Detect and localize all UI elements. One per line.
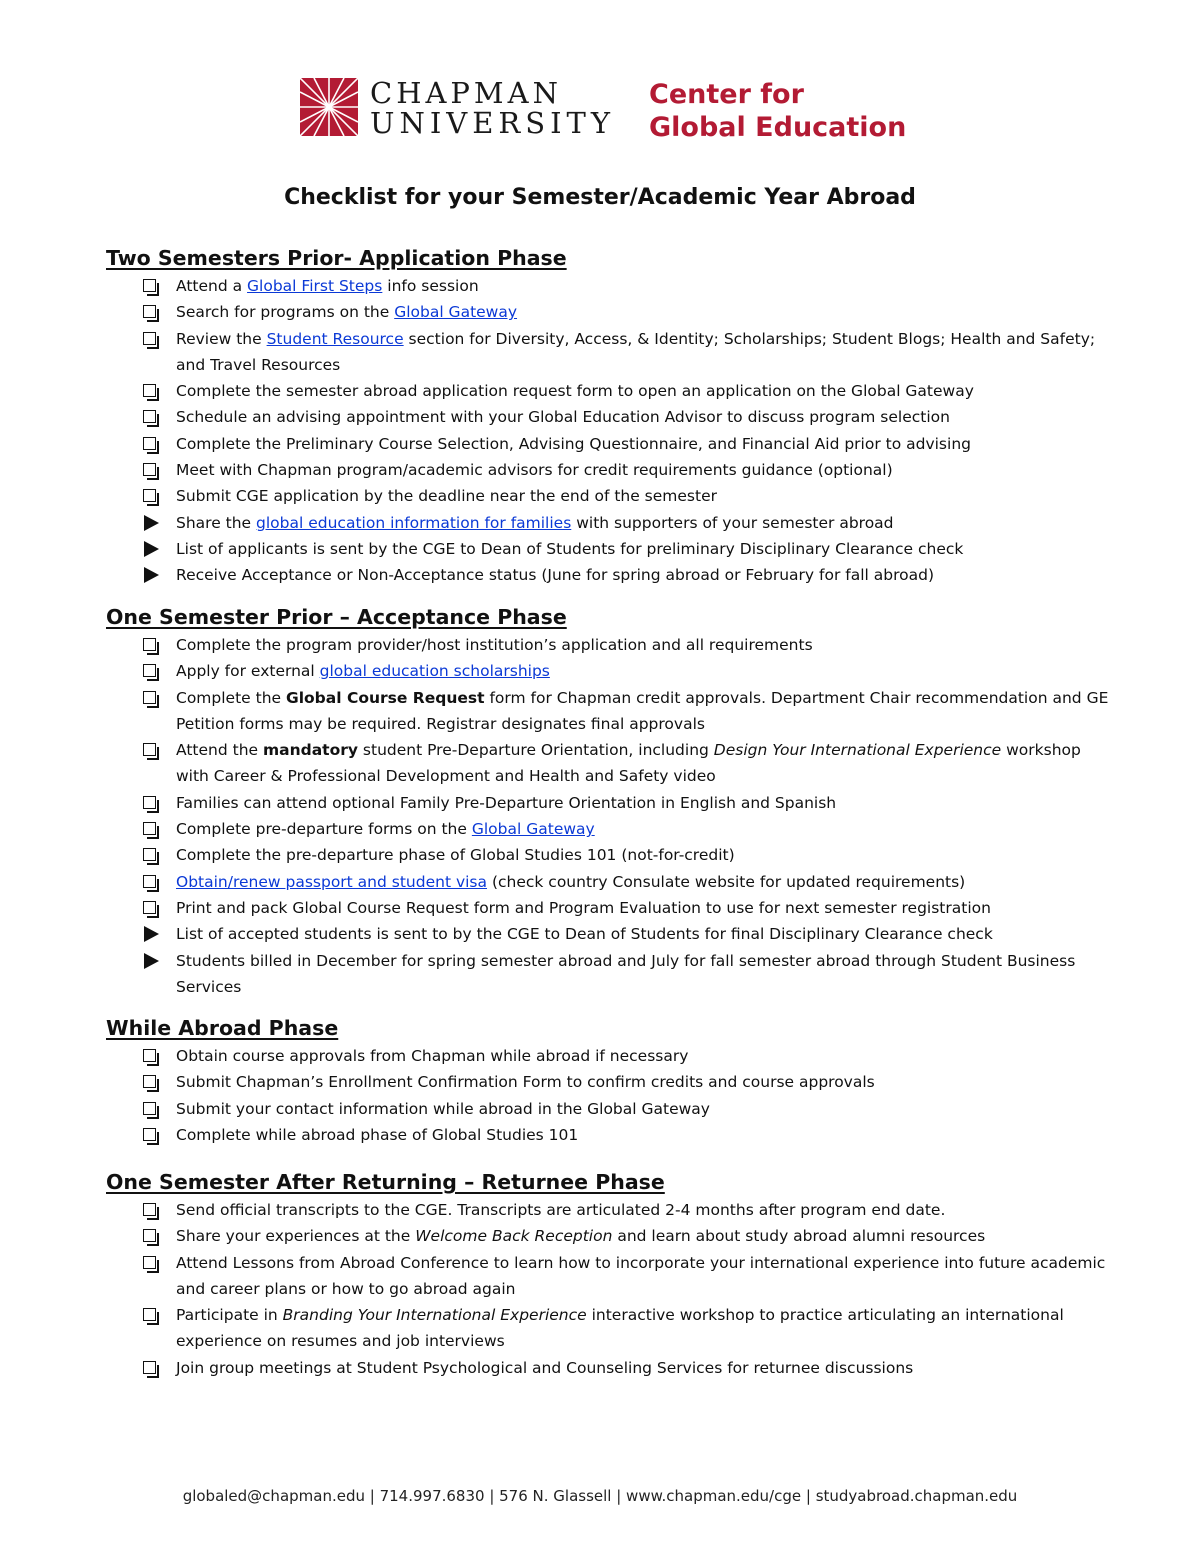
checklist-item <box>106 1096 1111 1122</box>
checklist-item <box>106 658 1111 684</box>
item-text: Attend the <box>176 741 263 760</box>
item-text: Complete while abroad phase of Global Studies 101 <box>176 1125 579 1144</box>
item-text: Search for programs on the <box>176 303 395 322</box>
item-text: Share the <box>176 513 257 532</box>
arrow-bullet-icon <box>144 926 159 942</box>
page-title: Checklist for your Semester/Academic Year Abroad <box>284 185 916 210</box>
checkbox-icon[interactable] <box>143 796 156 809</box>
item-link[interactable]: global education scholarships <box>319 662 550 681</box>
item-text: Obtain course approvals from Chapman while abroad if necessary <box>176 1047 689 1065</box>
item-text: Review the <box>176 329 267 348</box>
checkbox-icon[interactable] <box>143 1361 156 1374</box>
checkbox-icon[interactable] <box>143 1102 156 1115</box>
footer-contact: globaled@chapman.edu | 714.997.6830 | 576 N. Glassell | www.chapman.edu/cge | studyabroad.chapman.edu <box>182 1487 1018 1505</box>
checklist-item <box>106 632 1111 658</box>
section-heading: Two Semesters Prior- Application Phase <box>106 246 567 270</box>
checklist-item <box>106 431 1111 457</box>
checklist-item <box>106 404 1111 430</box>
checklist-item <box>106 483 1111 509</box>
item-bold-text: Global Course Request <box>286 688 485 707</box>
checkbox-icon[interactable] <box>143 822 156 835</box>
item-text: Meet with Chapman program/academic advisors for credit requirements guidance (optional) <box>176 461 893 480</box>
checklist <box>106 1197 1106 1381</box>
department-line1: Center for <box>649 79 804 110</box>
checklist-section <box>106 602 1109 1000</box>
item-text: Apply for external <box>176 662 320 681</box>
item-text: Complete the Preliminary Course Selection, Advising Questionnaire, and Financial Aid prior to advising <box>176 434 971 453</box>
checklist-item <box>106 895 1111 921</box>
checkbox-icon[interactable] <box>143 410 156 423</box>
checkbox-icon[interactable] <box>143 901 156 914</box>
checklist-item <box>106 273 1111 299</box>
item-text: Complete the <box>176 688 286 707</box>
checklist-item <box>106 1302 1111 1355</box>
item-text: interactive workshop to practice articulating an international experience on resumes and job interviews <box>176 1306 1064 1351</box>
item-text: List of applicants is sent by the CGE to Dean of Students for preliminary Disciplinary Clearance check <box>176 539 964 558</box>
item-text: student Pre-Departure Orientation, including <box>358 741 714 760</box>
university-line2: UNIVERSITY <box>370 106 616 140</box>
university-name <box>370 78 615 138</box>
checkbox-icon[interactable] <box>143 305 156 318</box>
chapman-logo-icon <box>300 78 358 136</box>
item-text: Submit your contact information while abroad in the Global Gateway <box>176 1099 710 1118</box>
checklist-item <box>106 510 1111 536</box>
checklist-item <box>106 1250 1111 1303</box>
item-text: info session <box>382 277 479 295</box>
item-text: Participate in <box>176 1306 283 1325</box>
checkbox-icon[interactable] <box>143 1049 156 1062</box>
item-link[interactable]: Global First Steps <box>247 277 383 295</box>
checkbox-icon[interactable] <box>143 1308 156 1321</box>
item-text: Complete the pre-departure phase of Global Studies 101 (not-for-credit) <box>176 846 735 865</box>
checklist-item <box>106 948 1111 1001</box>
section-heading: One Semester Prior – Acceptance Phase <box>106 605 567 629</box>
item-text: workshop with Career & Professional Development and Health and Safety video <box>176 741 1081 786</box>
item-text: (check country Consulate website for updated requirements) <box>487 872 966 891</box>
checkbox-icon[interactable] <box>143 437 156 450</box>
checkbox-icon[interactable] <box>143 384 156 397</box>
item-text: Attend a <box>176 277 248 295</box>
checkbox-icon[interactable] <box>143 332 156 345</box>
department-name <box>649 78 906 144</box>
item-text: Complete the program provider/host institution’s application and all requirements <box>176 636 813 654</box>
checkbox-icon[interactable] <box>143 463 156 476</box>
arrow-bullet-icon <box>144 953 159 969</box>
checklist <box>106 632 1109 1000</box>
checklist-item <box>106 816 1111 842</box>
item-text: Students billed in December for spring semester abroad and July for fall semester abroad through Student Business Services <box>176 951 1076 996</box>
section-heading: One Semester After Returning – Returnee Phase <box>106 1170 665 1194</box>
item-text: Join group meetings at Student Psychological and Counseling Services for returnee discussions <box>176 1358 914 1377</box>
checklist-item <box>106 1223 1111 1249</box>
item-text: List of accepted students is sent to by the CGE to Dean of Students for final Disciplinary Clearance check <box>176 925 993 944</box>
checklist-item <box>106 1197 1111 1223</box>
checklist-item <box>106 562 1111 588</box>
checklist-item <box>106 737 1111 790</box>
section-heading: While Abroad Phase <box>106 1016 339 1040</box>
checklist-item <box>106 378 1111 404</box>
item-link[interactable]: Global Gateway <box>471 820 595 839</box>
checkbox-icon[interactable] <box>143 1128 156 1141</box>
item-text: Attend Lessons from Abroad Conference to learn how to incorporate your international experience into future academic and career plans or how to go abroad again <box>176 1253 1106 1298</box>
item-link[interactable]: Obtain/renew passport and student visa <box>176 872 488 891</box>
department-line2: Global Education <box>649 112 907 143</box>
checklist-item <box>106 1355 1111 1381</box>
checklist <box>106 273 1106 589</box>
checkbox-icon[interactable] <box>143 1256 156 1269</box>
item-bold-text: mandatory <box>262 741 358 760</box>
checklist-item <box>106 842 1111 868</box>
checklist-section <box>106 1167 1106 1381</box>
item-link[interactable]: global education information for families <box>256 513 572 532</box>
item-italic-text: Welcome Back Reception <box>415 1227 613 1246</box>
checkbox-icon[interactable] <box>143 848 156 861</box>
item-text: and learn about study abroad alumni resources <box>612 1227 986 1246</box>
checkbox-icon[interactable] <box>143 489 156 502</box>
checkbox-icon[interactable] <box>143 664 156 677</box>
item-text: Send official transcripts to the CGE. Transcripts are articulated 2-4 months after program end date. <box>176 1201 946 1219</box>
arrow-bullet-icon <box>144 567 159 583</box>
item-text: Submit CGE application by the deadline near the end of the semester <box>176 487 717 506</box>
item-text: Receive Acceptance or Non-Acceptance status (June for spring abroad or February for fall abroad) <box>176 566 935 585</box>
checklist-section <box>106 243 1106 589</box>
checklist-item <box>106 536 1111 562</box>
checklist-item <box>106 685 1111 738</box>
checklist-item <box>106 869 1111 895</box>
arrow-bullet-icon <box>144 515 159 531</box>
item-link[interactable]: Global Gateway <box>394 303 518 322</box>
checkbox-icon[interactable] <box>143 1203 156 1216</box>
checkbox-icon[interactable] <box>143 1075 156 1088</box>
item-text: Complete the semester abroad application request form to open an application on the Global Gateway <box>176 382 974 401</box>
item-text: with supporters of your semester abroad <box>571 513 894 532</box>
item-italic-text: Design Your International Experience <box>713 741 1002 760</box>
item-text: Share your experiences at the <box>176 1227 416 1246</box>
checklist-item <box>106 1069 1111 1095</box>
checklist-item <box>106 457 1111 483</box>
arrow-bullet-icon <box>144 541 159 557</box>
checklist-item <box>106 921 1111 947</box>
checklist-item <box>106 1043 1111 1069</box>
item-text: Schedule an advising appointment with your Global Education Advisor to discuss program selection <box>176 408 950 427</box>
checklist-item <box>106 1122 1111 1148</box>
item-text: Submit Chapman’s Enrollment Confirmation Form to confirm credits and course approvals <box>176 1073 875 1092</box>
item-text: Families can attend optional Family Pre-Departure Orientation in English and Spanish <box>176 793 837 812</box>
item-italic-text: Branding Your International Experience <box>282 1306 587 1325</box>
checkbox-icon[interactable] <box>143 743 156 756</box>
item-text: form for Chapman credit approvals. Department Chair recommendation and GE Petition forms may be required. Registrar designates final approvals <box>176 688 1109 733</box>
checklist-section <box>106 1013 1106 1148</box>
item-link[interactable]: Student Resource <box>266 329 404 348</box>
checklist-item <box>106 326 1111 379</box>
checkbox-icon[interactable] <box>143 875 156 888</box>
checkbox-icon[interactable] <box>143 691 156 704</box>
checklist-item <box>106 790 1111 816</box>
checkbox-icon[interactable] <box>143 279 156 292</box>
checkbox-icon[interactable] <box>143 638 156 651</box>
checklist-item <box>106 299 1111 325</box>
letterhead <box>300 76 940 143</box>
checklist <box>106 1043 1106 1148</box>
item-text: Complete pre-departure forms on the <box>176 820 472 839</box>
item-text: section for Diversity, Access, & Identity; Scholarships; Student Blogs; Health and Safety; and Travel Resources <box>176 329 1096 374</box>
university-line1: CHAPMAN <box>370 76 562 110</box>
checkbox-icon[interactable] <box>143 1229 156 1242</box>
item-text: Print and pack Global Course Request form and Program Evaluation to use for next semester registration <box>176 898 991 917</box>
